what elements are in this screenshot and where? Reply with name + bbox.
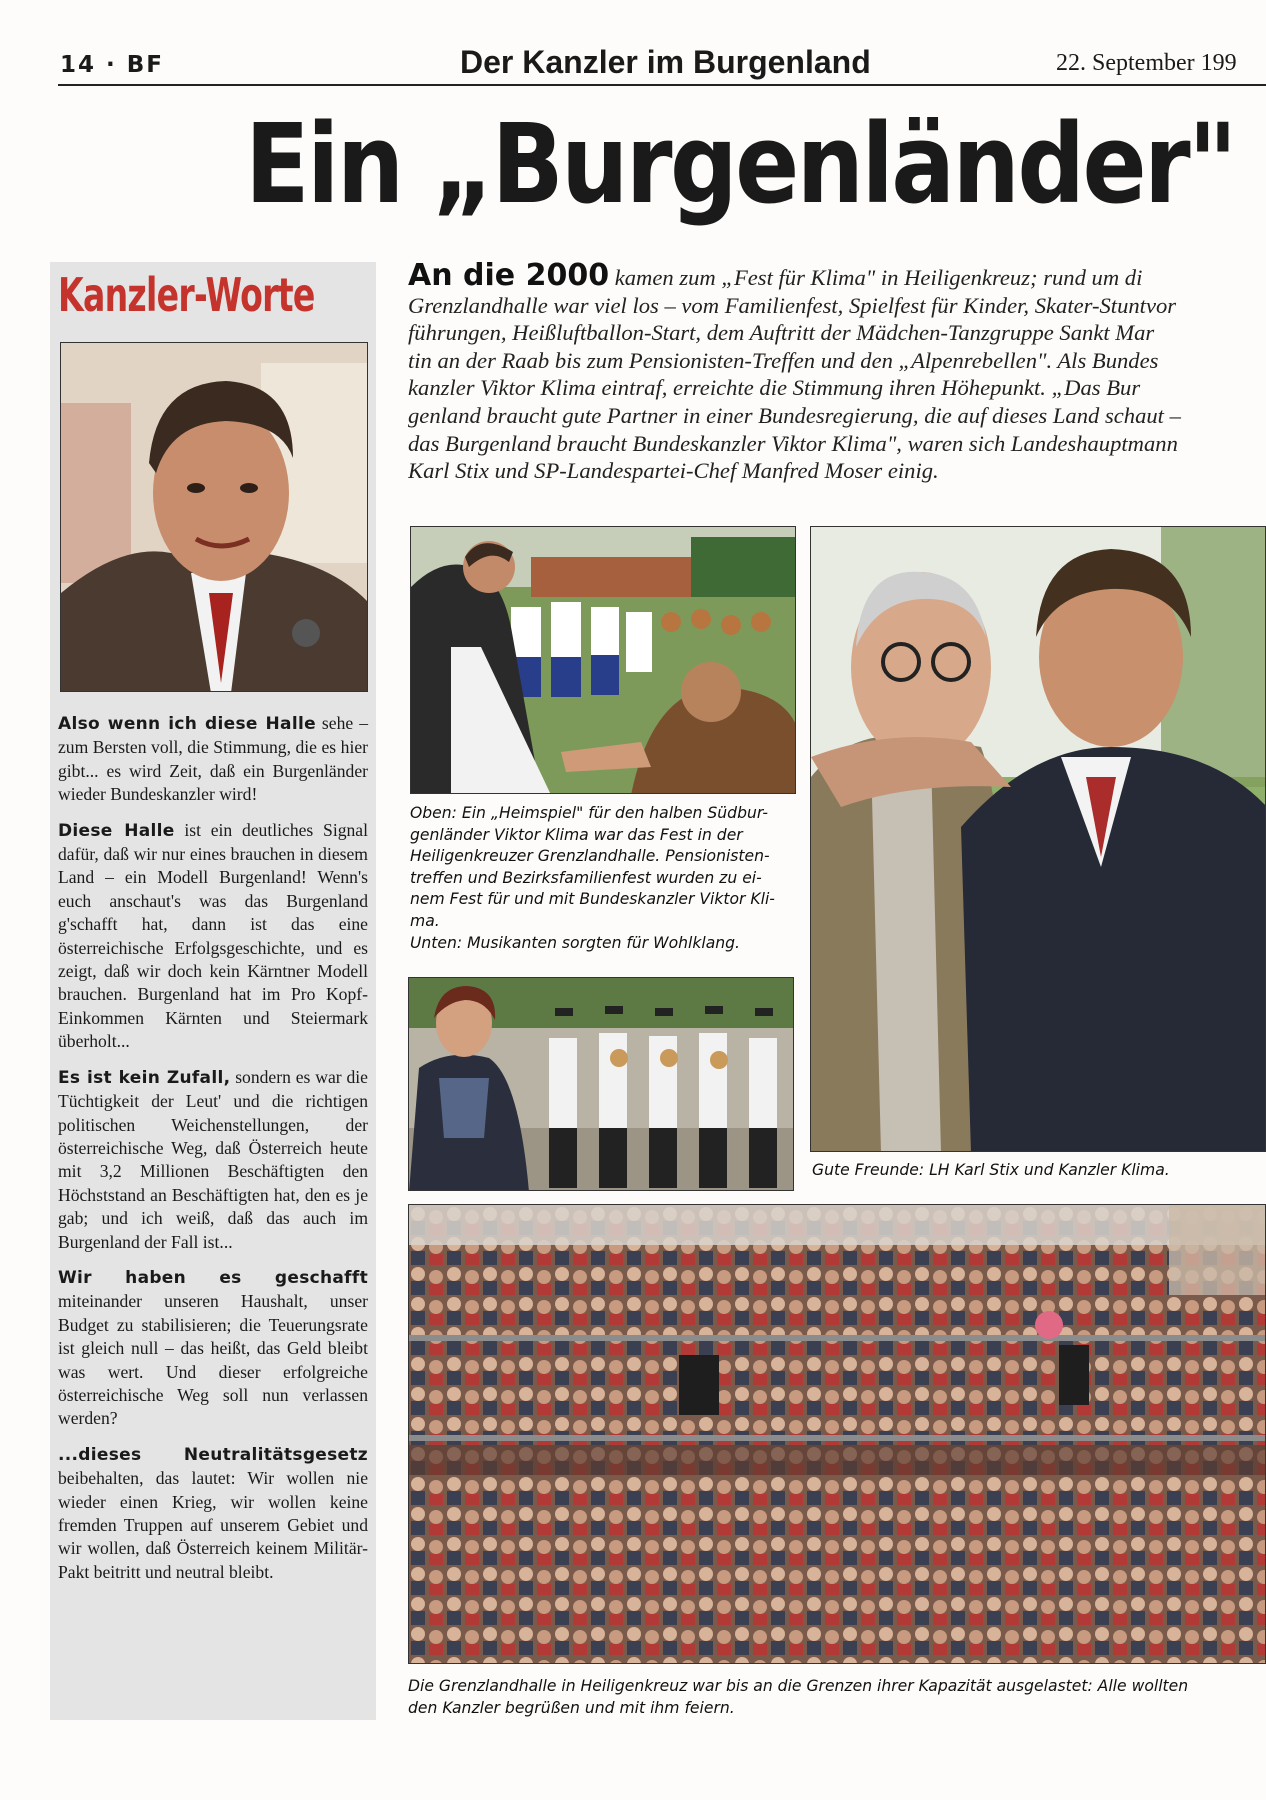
quote-lead: Also wenn ich diese Halle — [58, 714, 316, 734]
quote-lead: Diese Halle — [58, 820, 175, 841]
sidebar-quotes — [58, 712, 368, 1596]
intro-line: Grenzlandhalle war viel los – vom Familienfest, Spielfest für Kinder, Skater-Stuntvor — [408, 292, 1177, 318]
intro-line — [408, 262, 1266, 292]
intro-line: kanzler Viktor Klima eintraf, erreichte die Stimmung ihren Höhepunkt. „Das Bur — [408, 375, 1141, 401]
intro-line-text: kamen zum „Fest für Klima" in Heiligenkreuz; rund um di — [609, 265, 1143, 290]
quote-paragraph — [58, 819, 368, 1054]
caption-top-photos — [410, 803, 800, 954]
photo-crowd-hall — [408, 1204, 1266, 1664]
quote-lead: Es ist kein Zufall, — [58, 1067, 231, 1088]
intro-text — [408, 262, 1266, 485]
quote-lead: ...dieses Neutralitätsgesetz — [58, 1444, 368, 1465]
quote-text: miteinander unseren Haushalt, unser Budget zu stabilisieren; die Teuerungsrate ist gleich null – das heißt, das Geld bleibt was wert. Und dieser erfolgreiche österreichische Weg soll nun verlassen werden? — [58, 1291, 368, 1429]
photo-musicians — [408, 977, 794, 1191]
sidebar-title: Kanzler-Worte — [58, 268, 315, 322]
caption-line: Die Grenzlandhalle in Heiligenkreuz war bis an die Grenzen ihrer Kapazität ausgelastet: Alle wollten — [408, 1677, 1189, 1695]
caption-line: Unten: Musikanten sorgten für Wohlklang. — [410, 933, 741, 952]
intro-line: tin an der Raab bis zum Pensionisten-Treffen und den „Alpenrebellen". Als Bundes — [408, 347, 1159, 373]
intro-line: führungen, Heißluftballon-Start, dem Auftritt der Mädchen-Tanzgruppe Sankt Mar — [408, 320, 1155, 346]
photo-stix-klima — [810, 526, 1266, 1152]
quote-text: sondern es war die Tüchtigkeit der Leut' und die richtigen politischen Weichenstellungen, der österreichische Weg, daß Österreich heute mit 3,2 Millionen Beschäftigten den Höchststand an Beschäftigten hat, den es je gab; und ich weiß, daß das auch im Burgenland der Fall ist... — [58, 1066, 368, 1252]
quote-text: beibehalten, das lautet: Wir wollen nie wieder einen Krieg, wir wollen keine fremden Truppen auf unserem Gebiet und wir wollen, daß Österreich keinem Militär-Pakt beitritt und neutral bleibt. — [58, 1468, 368, 1582]
section-title: Der Kanzler im Burgenland — [460, 44, 871, 80]
caption-line: genländer Viktor Klima war das Fest in der — [410, 825, 743, 844]
intro-line: das Burgenland braucht Bundeskanzler Viktor Klima", waren sich Landeshauptmann — [408, 430, 1178, 456]
quote-text: sehe – zum Bersten voll, die Stimmung, die es hier gibt... es wird Zeit, daß ein Burgenländer wieder Bundeskanzler wird! — [58, 713, 369, 805]
page-number: 14 · BF — [60, 52, 165, 78]
intro-line: Karl Stix und SP-Landespartei-Chef Manfred Moser einig. — [408, 458, 939, 484]
header-rule — [58, 84, 1266, 86]
quote-lead: Wir haben es geschafft — [58, 1267, 368, 1288]
quote-paragraph — [58, 1443, 368, 1584]
intro-line: genland braucht gute Partner in einer Bundesregierung, die auf dieses Land schaut – — [408, 402, 1181, 428]
caption-line: Oben: Ein „Heimspiel" für den halben Südbur- — [410, 804, 769, 822]
caption-line: Heiligenkreuzer Grenzlandhalle. Pensionisten- — [410, 847, 770, 866]
headline: Ein „Burgenländer" — [245, 100, 1235, 228]
quote-paragraph — [58, 1066, 368, 1254]
caption-stix-klima: Gute Freunde: LH Karl Stix und Kanzler Klima. — [812, 1161, 1170, 1179]
photo-handshake-dancers — [410, 526, 796, 794]
caption-line: treffen und Bezirksfamilienfest wurden zu ei- — [410, 868, 762, 887]
intro-lead: An die 2000 — [408, 262, 610, 292]
caption-crowd — [408, 1676, 1188, 1719]
caption-line: den Kanzler begrüßen und mit ihm feiern. — [408, 1698, 735, 1717]
quote-paragraph — [58, 1266, 368, 1431]
quote-text: ist ein deutliches Signal dafür, daß wir nur eines brauchen in diesem Land – ein Modell Burgenland! Wenn's euch anschaut's was das Burgenland g'schafft hat, dann ist das eine österreichische Erfolgsgeschichte, und es zeigt, daß wir doch kein Kärntner Modell brauchen. Burgenland hat im Pro Kopf-Einkommen Kärnten und Steiermark überholt... — [58, 819, 368, 1052]
issue-date: 22. September 199 — [1056, 50, 1237, 76]
caption-line: nem Fest für und mit Bundeskanzler Viktor Kli- — [410, 890, 775, 909]
caption-line: ma. — [410, 911, 440, 930]
chancellor-portrait — [60, 342, 368, 692]
quote-paragraph — [58, 712, 368, 807]
